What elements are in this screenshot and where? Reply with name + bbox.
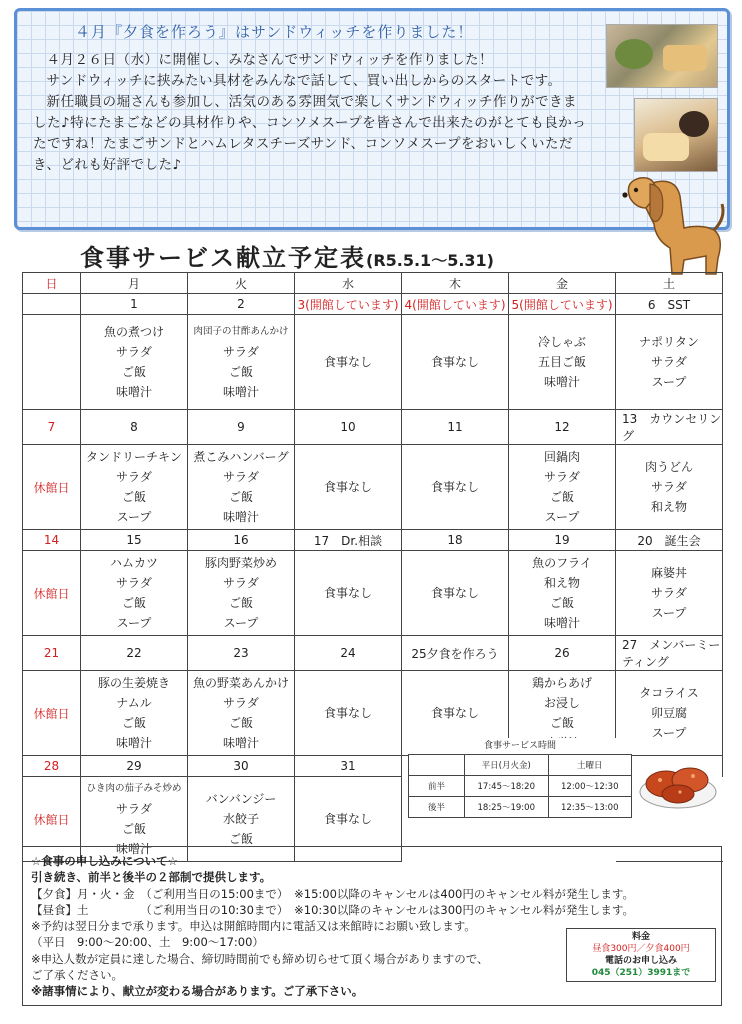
date-cell: 17 Dr.相談 (295, 530, 402, 551)
date-row (23, 410, 723, 445)
menu-item: ご飯 (549, 490, 574, 504)
weekday-sun: 日 (23, 273, 81, 294)
service-time-cell: 前半 (409, 776, 465, 797)
menu-item: 味噌汁 (222, 736, 259, 750)
menu-item: 水餃子 (222, 812, 259, 826)
date-row (23, 636, 723, 671)
menu-item: ご飯 (121, 822, 146, 836)
menu-row (23, 445, 723, 530)
closed-day-label: 休館日 (23, 777, 81, 862)
menu-cell (81, 671, 188, 756)
menu-item: スープ (651, 726, 687, 740)
menu-cell (509, 445, 616, 530)
menu-item: 豚の生姜焼き (97, 676, 170, 690)
menu-item: スープ (223, 616, 259, 630)
menu-item: ご飯 (228, 716, 253, 730)
menu-item: スープ (651, 606, 687, 620)
menu-cell (188, 671, 295, 756)
menu-item: バンバンジー (205, 792, 277, 806)
menu-item: 食事なし (430, 355, 479, 369)
date-row (23, 530, 723, 551)
menu-item: 食事なし (430, 586, 479, 600)
date-cell: 13 カウンセリング (616, 410, 723, 445)
menu-item: 五目ご飯 (537, 355, 586, 369)
service-time-row (409, 797, 632, 818)
date-cell: 9 (188, 410, 295, 445)
menu-cell (616, 445, 723, 530)
menu-cell (616, 315, 723, 410)
date-cell: 20 誕生会 (616, 530, 723, 551)
price-box (566, 928, 716, 982)
menu-item: スープ (651, 375, 687, 389)
notice-paragraph-3: 新任職員の堀さんも参加し、活気のある雰囲気で楽しくサンドウィッチ作りができました♪特にたまごなどの具材作りや、コンソメスープを皆さんで出来たのがとても良かったですね！たまごサンドとハムレタスチーズサンド、コンソメスープをおいしくいただき、どれも好評でした♪ (33, 94, 587, 173)
menu-item: 食事なし (430, 480, 479, 494)
date-cell: 19 (509, 530, 616, 551)
menu-cell (295, 551, 402, 636)
menu-item: ご飯 (549, 596, 574, 610)
menu-item: 卯豆腐 (650, 706, 687, 720)
menu-item: 魚の煮つけ (103, 325, 164, 339)
menu-item: 煮こみハンバーグ (193, 450, 289, 464)
menu-cell (295, 445, 402, 530)
menu-item: お浸し (543, 696, 580, 710)
weekday-tue: 火 (188, 273, 295, 294)
notice-paragraph-1: ４月２６日（水）に開催し、みなさんでサンドウィッチを作りました！ (46, 52, 494, 68)
menu-item: 肉団子の甘酢あんかけ (193, 326, 289, 337)
menu-item: サラダ (651, 355, 687, 369)
menu-cell (509, 551, 616, 636)
menu-item: 肉うどん (644, 460, 693, 474)
menu-cell (188, 445, 295, 530)
date-cell: 1 (81, 294, 188, 315)
menu-item: スープ (544, 510, 580, 524)
date-cell: 12 (509, 410, 616, 445)
weekday-fri: 金 (509, 273, 616, 294)
application-info-box (22, 846, 722, 1006)
service-time-header-cell: 平日(月火金) (465, 755, 549, 776)
phone-number: 045（251）3991まで (591, 968, 691, 978)
menu-item: 味噌汁 (222, 385, 259, 399)
menu-item: ご飯 (228, 365, 253, 379)
menu-item: 味噌汁 (222, 510, 259, 524)
menu-cell (616, 551, 723, 636)
service-time-box (408, 738, 632, 826)
menu-item: 食事なし (323, 355, 372, 369)
menu-cell (81, 315, 188, 410)
menu-item: サラダ (116, 470, 152, 484)
service-time-table (408, 754, 632, 818)
menu-cell (81, 445, 188, 530)
date-cell: 11 (402, 410, 509, 445)
menu-item: 味噌汁 (115, 842, 152, 856)
date-cell: 27 メンバーミーティング (616, 636, 723, 671)
menu-item: 鶏からあげ (531, 676, 592, 690)
date-cell: 3(開館しています) (295, 294, 402, 315)
weekday-mon: 月 (81, 273, 188, 294)
date-cell: 4(開館しています) (402, 294, 509, 315)
menu-item: サラダ (116, 802, 152, 816)
weekday-sat: 土 (616, 273, 723, 294)
dog-illustration (606, 168, 728, 276)
info-line: （平日 9:00～20:00、土 9:00～17:00） (31, 935, 264, 950)
menu-item: タンドリーチキン (86, 450, 182, 464)
menu-item: サラダ (223, 576, 259, 590)
menu-cell (295, 315, 402, 410)
menu-item: ご飯 (121, 596, 146, 610)
menu-item: ご飯 (121, 490, 146, 504)
menu-item: ご飯 (228, 596, 253, 610)
date-cell: 6 SST (616, 294, 723, 315)
soup-photo (634, 98, 718, 172)
phone-label: 電話のお申し込み (604, 956, 677, 966)
menu-cell (402, 551, 509, 636)
menu-row (23, 315, 723, 410)
menu-item: 冷しゃぶ (537, 335, 586, 349)
date-cell: 8 (81, 410, 188, 445)
price-title: 料金 (631, 932, 650, 942)
weekday-header-row (23, 273, 723, 294)
date-cell: 25夕食を作ろう (402, 636, 509, 671)
info-line: ※諸事情により、献立が変わる場合があります。ご了承下さい。 (31, 984, 364, 999)
menu-item: 食事なし (430, 706, 479, 720)
closed-day-label: 休館日 (23, 671, 81, 756)
date-cell: 14 (23, 530, 81, 551)
menu-item: 和え物 (650, 500, 687, 514)
menu-item: スープ (116, 510, 152, 524)
info-line: ご了承ください。 (31, 968, 123, 983)
date-cell: 7 (23, 410, 81, 445)
service-time-cell: 12:00～12:30 (548, 776, 632, 797)
menu-item: ナムル (116, 696, 152, 710)
menu-cell (402, 315, 509, 410)
menu-item: 味噌汁 (543, 616, 580, 630)
menu-item: 味噌汁 (115, 736, 152, 750)
menu-item: タコライス (639, 686, 699, 700)
date-cell: 30 (188, 756, 295, 777)
menu-item: サラダ (651, 480, 687, 494)
menu-title (80, 238, 494, 273)
menu-cell (188, 315, 295, 410)
info-line: 【夕食】月・火・金 （ご利用当日の15:00まで） ※15:00以降のキャンセルは400円のキャンセル料が発生します。 (31, 886, 634, 901)
menu-item: 回鍋肉 (543, 450, 580, 464)
date-cell: 26 (509, 636, 616, 671)
date-cell: 29 (81, 756, 188, 777)
menu-item: 豚肉野菜炒め (204, 556, 277, 570)
menu-item: サラダ (223, 345, 259, 359)
service-time-title: 食事サービス時間 (483, 741, 556, 751)
sunday-cell (23, 315, 81, 410)
date-cell: 28 (23, 756, 81, 777)
menu-item: ご飯 (228, 832, 253, 846)
menu-item: ひき肉の茄子みそ炒め (86, 783, 182, 794)
menu-item: ご飯 (121, 365, 146, 379)
service-time-row (409, 776, 632, 797)
weekday-wed: 水 (295, 273, 402, 294)
menu-row (23, 551, 723, 636)
menu-item: ハムカツ (109, 556, 158, 570)
menu-title-range: (R5.5.1～5.31) (366, 251, 494, 270)
date-cell: 10 (295, 410, 402, 445)
menu-item: 食事なし (323, 812, 372, 826)
menu-item: サラダ (651, 586, 687, 600)
menu-cell (402, 445, 509, 530)
menu-item: 食事なし (323, 706, 372, 720)
date-row (23, 294, 723, 315)
info-line: ※申込人数が定員に達した場合、締切時間前でも締め切らせて頂く場合がありますので、 (31, 951, 489, 966)
menu-item: ご飯 (121, 716, 146, 730)
date-cell: 21 (23, 636, 81, 671)
notice-paragraph-2: サンドウィッチに挟みたい具材をみんなで話して、買い出しからのスタートです。 (46, 73, 562, 89)
menu-title-main: 食事サービス献立予定表 (80, 244, 366, 272)
menu-item: ご飯 (549, 716, 574, 730)
fried-chicken-illustration (638, 750, 718, 812)
menu-item: ナポリタン (638, 335, 699, 349)
menu-item: スープ (116, 616, 152, 630)
menu-item: 味噌汁 (543, 375, 580, 389)
menu-item: 味噌汁 (115, 385, 152, 399)
menu-item: 魚のフライ (532, 556, 592, 570)
closed-day-label: 休館日 (23, 445, 81, 530)
menu-item: サラダ (223, 696, 259, 710)
date-cell: 22 (81, 636, 188, 671)
weekday-thu: 木 (402, 273, 509, 294)
price-fees: 昼食300円／夕食400円 (592, 944, 690, 954)
menu-item: 食事なし (323, 586, 372, 600)
menu-item: 魚の野菜あんかけ (192, 676, 289, 690)
service-time-cell: 後半 (409, 797, 465, 818)
menu-item: サラダ (544, 470, 580, 484)
menu-item: 食事なし (323, 480, 372, 494)
menu-item: 麻婆丼 (650, 566, 687, 580)
menu-cell (188, 551, 295, 636)
info-line: ※予約は翌日分まで承ります。申込は開館時間内に電話又は来館時にお願い致します。 (31, 919, 476, 934)
date-cell (23, 294, 81, 315)
notice-title: ４月『夕食を作ろう』はサンドウィッチを作りました！ (75, 23, 474, 41)
date-cell: 31 (295, 756, 402, 777)
menu-cell (509, 315, 616, 410)
info-line: 引き続き、前半と後半の２部制で提供します。 (31, 870, 272, 885)
service-time-cell: 17:45～18:20 (465, 776, 549, 797)
service-time-header-cell: 土曜日 (548, 755, 632, 776)
service-time-cell: 12:35～13:00 (548, 797, 632, 818)
date-cell: 23 (188, 636, 295, 671)
closed-day-label: 休館日 (23, 551, 81, 636)
menu-item: サラダ (116, 345, 152, 359)
date-cell: 16 (188, 530, 295, 551)
menu-item: サラダ (223, 470, 259, 484)
date-cell: 2 (188, 294, 295, 315)
info-heading: ☆食事の申し込みについて☆ (31, 854, 178, 868)
info-line: 【昼食】土 （ご利用当日の10:30まで） ※10:30以降のキャンセルは300円のキャンセル料が発生します。 (31, 902, 634, 917)
service-time-header-cell (409, 755, 465, 776)
date-cell: 15 (81, 530, 188, 551)
date-cell: 24 (295, 636, 402, 671)
service-time-cell: 18:25～19:00 (465, 797, 549, 818)
menu-item: ご飯 (228, 490, 253, 504)
menu-item: 和え物 (543, 576, 580, 590)
date-cell: 18 (402, 530, 509, 551)
menu-cell (295, 671, 402, 756)
service-time-header (409, 755, 632, 776)
sandwich-photo (606, 24, 718, 88)
menu-item: サラダ (116, 576, 152, 590)
date-cell: 5(開館しています) (509, 294, 616, 315)
menu-cell (81, 551, 188, 636)
